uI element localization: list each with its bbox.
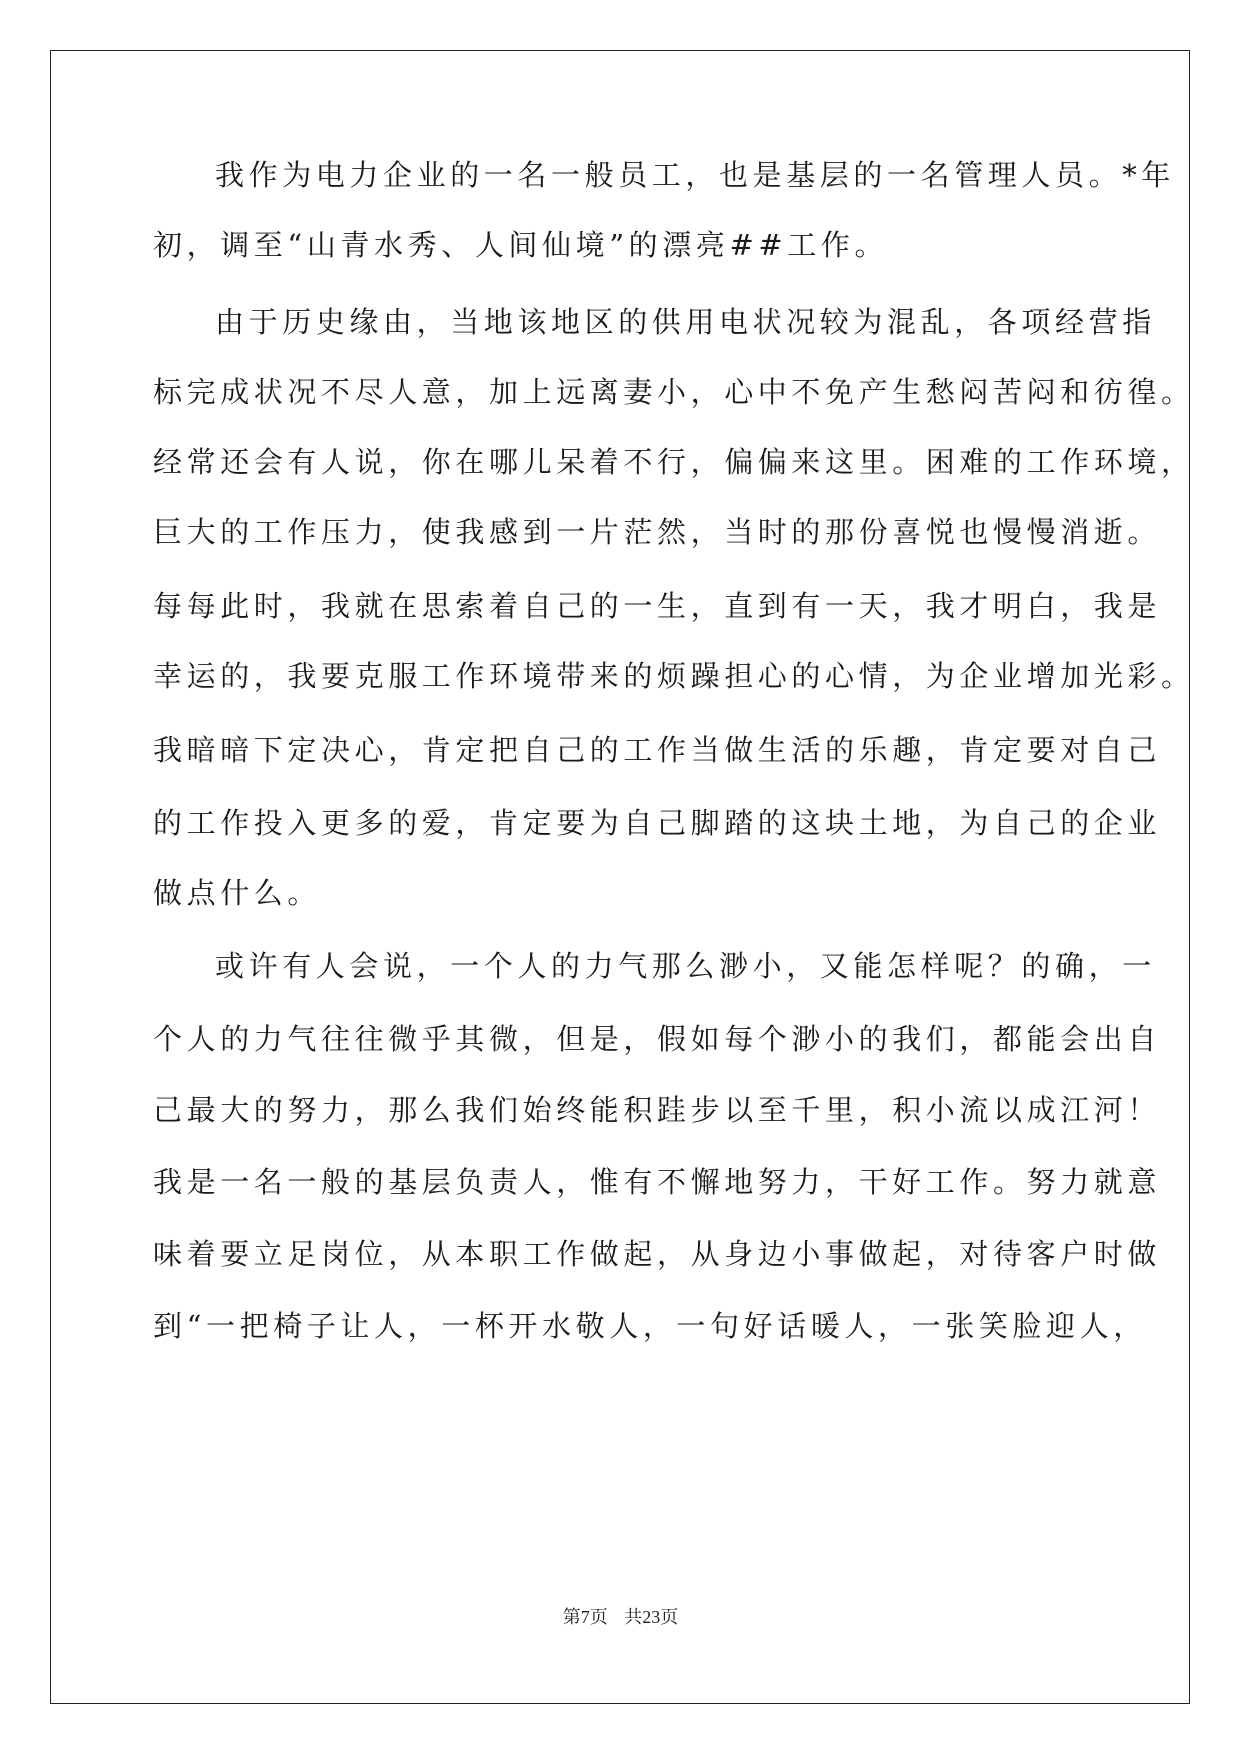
text-line: 做点什么。	[153, 876, 322, 910]
text-line: 己最大的努力，那么我们始终能积跬步以至千里，积小流以成江河！	[153, 1093, 1162, 1127]
text-line: 个人的力气往往微乎其微，但是，假如每个渺小的我们，都能会出自	[153, 1022, 1162, 1056]
text-line: 我是一名一般的基层负责人，惟有不懈地努力，干好工作。努力就意	[153, 1165, 1162, 1199]
page-number: 第7页	[562, 1607, 608, 1627]
text-line: 初，调至“山青水秀、人间仙境”的漂亮##工作。	[153, 228, 889, 262]
page-footer	[0, 1603, 1241, 1629]
text-line: 巨大的工作压力，使我感到一片茫然，当时的那份喜悦也慢慢消逝。	[153, 515, 1162, 549]
text-line: 我作为电力企业的一名一般员工，也是基层的一名管理人员。*年	[215, 158, 1175, 192]
text-line: 我暗暗下定决心，肯定把自己的工作当做生活的乐趣，肯定要对自己	[153, 733, 1162, 767]
text-line: 的工作投入更多的爱，肯定要为自己脚踏的这块土地，为自己的企业	[153, 806, 1162, 840]
text-line: 味着要立足岗位，从本职工作做起，从身边小事做起，对待客户时做	[153, 1237, 1162, 1271]
text-line: 到“一把椅子让人，一杯开水敬人，一句好话暖人，一张笑脸迎人，	[153, 1309, 1147, 1343]
text-line: 经常还会有人说，你在哪儿呆着不行，偏偏来这里。困难的工作环境，	[153, 445, 1195, 479]
text-line: 或许有人会说，一个人的力气那么渺小，又能怎样呢？的确，一	[215, 949, 1156, 983]
text-line: 由于历史缘由，当地该地区的供用电状况较为混乱，各项经营指	[215, 305, 1156, 339]
page-total: 共23页	[624, 1607, 679, 1627]
text-line: 标完成状况不尽人意，加上远离妻小，心中不免产生愁闷苦闷和彷徨。	[153, 375, 1195, 409]
text-line: 幸运的，我要克服工作环境带来的烦躁担心的心情，为企业增加光彩。	[153, 659, 1195, 693]
text-line: 每每此时，我就在思索着自己的一生，直到有一天，我才明白，我是	[153, 589, 1162, 623]
